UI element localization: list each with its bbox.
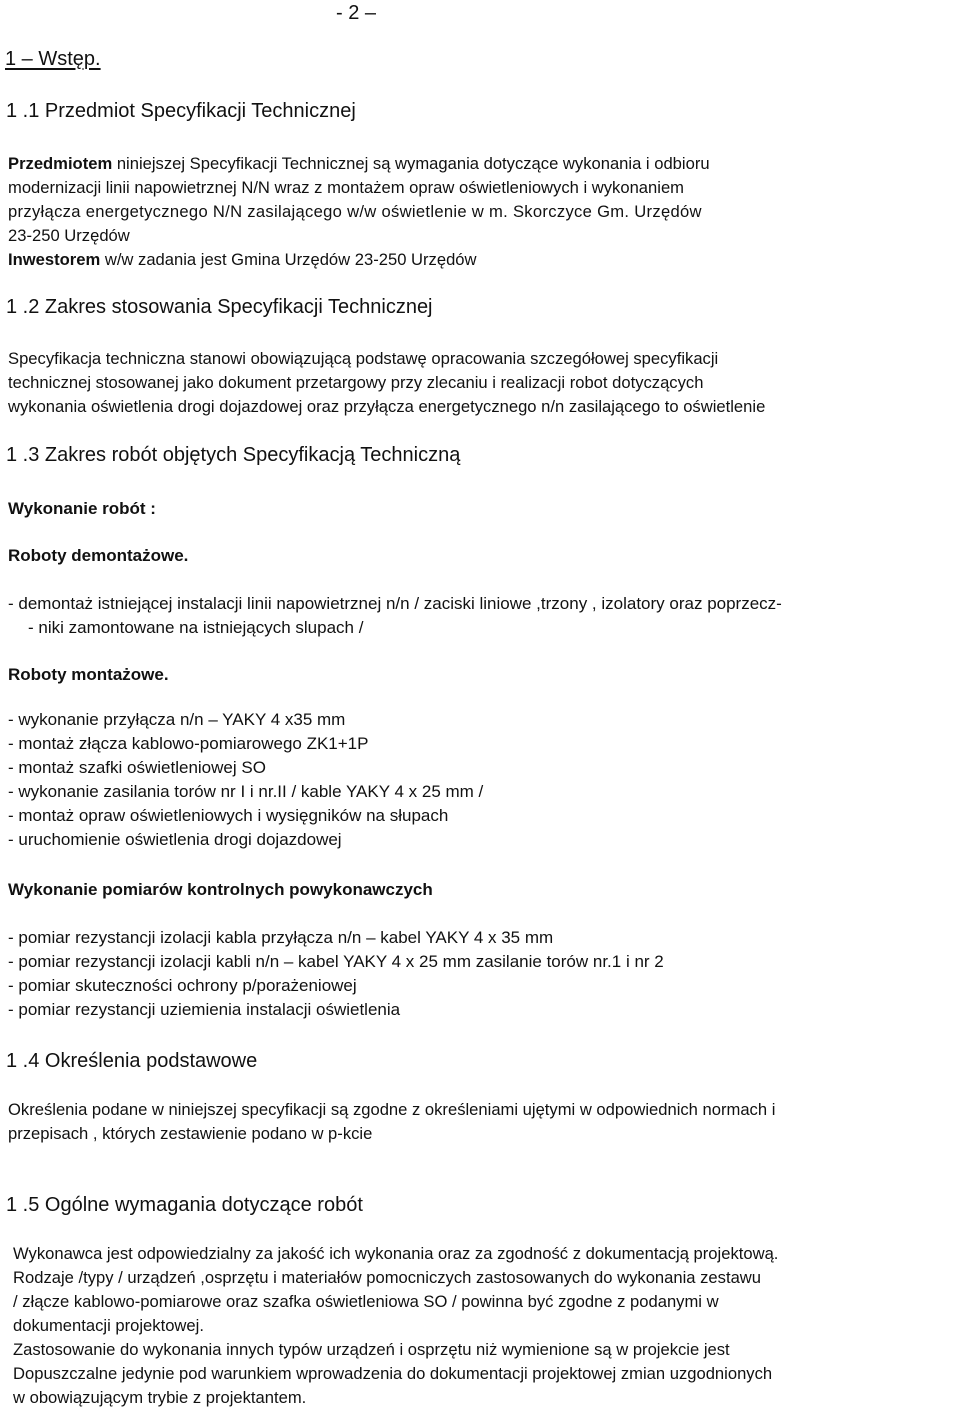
demolition-line-1: - demontaż istniejącej instalacji linii napowietrznej n/n / zaciski liniowe ,trzony , izolatory oraz poprzecz- [8,594,782,613]
heading-1-2: 1 .2 Zakres stosowania Specyfikacji Technicznej [6,296,433,318]
assembly-item: - uruchomienie oświetlenia drogi dojazdowej [8,830,342,849]
scope-line-2: technicznej stosowanej jako dokument przetargowy przy zlecaniu i realizacji robot dotyczących [8,373,704,392]
assembly-label: Roboty montażowe. [8,665,169,684]
definitions-line-2: przepisach , których zestawienie podano w p-kcie [8,1124,373,1143]
paragraph-scope [8,347,765,419]
heading-1-3: 1 .3 Zakres robót objętych Specyfikacją Techniczną [6,444,461,466]
page-number: - 2 – [336,2,377,24]
heading-1-4: 1 .4 Określenia podstawowe [6,1050,258,1072]
requirements-line: Dopuszczalne jedynie pod warunkiem wprowadzenia do dokumentacji projektowej zmian uzgodnionych [13,1364,773,1383]
section-title: 1 – Wstęp. [5,48,101,70]
paragraph-subject [8,152,710,272]
requirements-line: Rodzaje /typy / urządzeń ,osprzętu i materiałów pomocniczych zastosowanych do wykonania zestawu [13,1268,762,1287]
investor-text: w/w zadania jest Gmina Urzędów 23-250 Urzędów [100,250,477,269]
subject-line-4: 23-250 Urzędów [8,226,130,245]
heading-1-5: 1 .5 Ogólne wymagania dotyczące robót [6,1194,363,1216]
measure-item: - pomiar skuteczności ochrony p/porażeniowej [8,976,357,995]
demolition-label: Roboty demontażowe. [8,546,189,565]
measure-item: - pomiar rezystancji uziemienia instalacji oświetlenia [8,1000,401,1019]
bold-investor: Inwestorem [8,250,101,269]
scope-line-3: wykonania oświetlenia drogi dojazdowej oraz przyłącza energetycznego n/n zasilającego to oświetlenie [8,397,766,416]
measure-item: - pomiar rezystancji izolacji kabli n/n – kabel YAKY 4 x 25 mm zasilanie torów nr.1 i nr 2 [8,952,664,971]
assembly-item: - montaż złącza kablowo-pomiarowego ZK1+1P [8,734,369,753]
subject-line-3: przyłącza energetycznego N/N zasilającego w/w oświetlenie w m. Skorczyce Gm. Urzędów [8,202,702,221]
assembly-item: - montaż opraw oświetleniowych i wysięgników na słupach [8,806,449,825]
heading-1-1: 1 .1 Przedmiot Specyfikacji Technicznej [6,100,356,122]
assembly-item: - wykonanie zasilania torów nr I i nr.II / kable YAKY 4 x 25 mm / [8,782,484,801]
scope-line-1: Specyfikacja techniczna stanowi obowiązującą podstawę opracowania szczegółowej specyfikacji [8,349,719,368]
measure-list [8,926,664,1022]
requirements-line: / złącze kablowo-pomiarowe oraz szafka oświetleniowa SO / powinna być zgodne z podanymi w [13,1292,719,1311]
assembly-item: - montaż szafki oświetleniowej SO [8,758,266,777]
paragraph-requirements [13,1242,778,1410]
paragraph-definitions [8,1098,775,1146]
requirements-line: Wykonawca jest odpowiedzialny za jakość ich wykonania oraz za zgodność z dokumentacją projektową. [13,1244,779,1263]
demolition-line-2: - niki zamontowane na istniejących slupach / [28,618,364,637]
definitions-line-1: Określenia podane w niniejszej specyfikacji są zgodne z określeniami ujętymi w odpowiednich normach i [8,1100,776,1119]
requirements-line: dokumentacji projektowej. [13,1316,204,1335]
requirements-line: Zastosowanie do wykonania innych typów urządzeń i osprzętu niż wymienione są w projekcie jest [13,1340,730,1359]
works-label: Wykonanie robót : [8,499,156,518]
measure-item: - pomiar rezystancji izolacji kabla przyłącza n/n – kabel YAKY 4 x 35 mm [8,928,554,947]
subject-line-1: niniejszej Specyfikacji Technicznej są wymagania dotyczące wykonania i odbioru [112,154,710,173]
bold-subject: Przedmiotem [8,154,113,173]
requirements-line: w obowiązującym trybie z projektantem. [13,1388,307,1407]
measure-label: Wykonanie pomiarów kontrolnych powykonawczych [8,880,433,899]
demolition-list [8,592,782,640]
assembly-list [8,708,483,852]
subject-line-2: modernizacji linii napowietrznej N/N wraz z montażem opraw oświetleniowych i wykonaniem [8,178,685,197]
assembly-item: - wykonanie przyłącza n/n – YAKY 4 x35 mm [8,710,346,729]
